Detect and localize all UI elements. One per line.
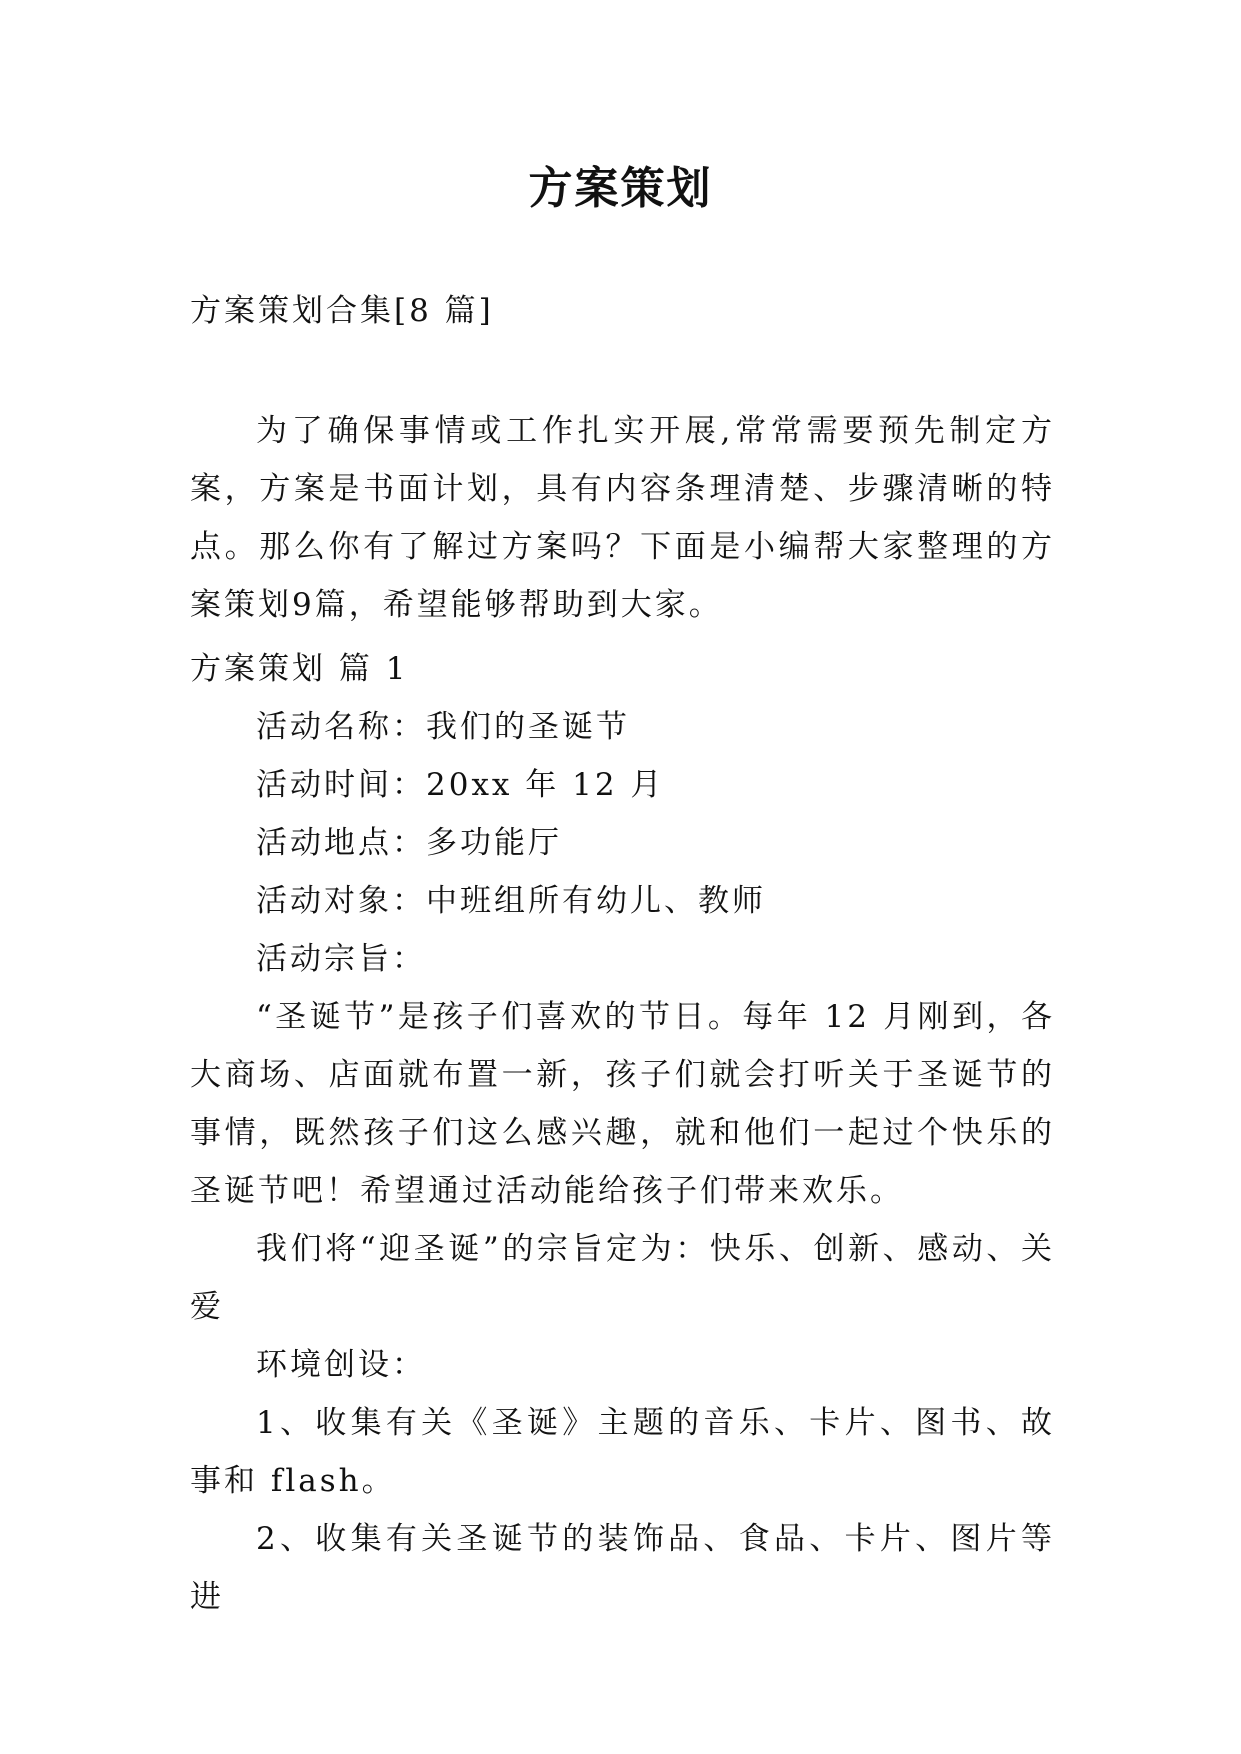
activity-name-line: 活动名称：我们的圣诞节	[256, 709, 630, 745]
environment-heading: 环境创设：	[256, 1347, 426, 1383]
document-body	[190, 290, 1055, 1626]
document-subtitle: 方案策划合集[8 篇]	[190, 293, 494, 329]
section-heading: 方案策划 篇 1	[190, 651, 409, 687]
document-title: 方案策划	[528, 163, 713, 214]
activity-time-line: 活动时间：20xx 年 12 月	[256, 767, 665, 803]
activity-purpose-label: 活动宗旨：	[256, 941, 426, 977]
purpose-paragraph: “圣诞节”是孩子们喜欢的节日。每年 12 月刚到，各大商场、店面就布置一新，孩子们就会打听关于圣诞节的事情，既然孩子们这么感兴趣，就和他们一起过个快乐的圣诞节吧！希望通过活动能给孩子们带来欢乐。	[190, 999, 1055, 1209]
activity-target-line: 活动对象：中班组所有幼儿、教师	[256, 883, 766, 919]
aim-paragraph: 我们将“迎圣诞”的宗旨定为：快乐、创新、感动、关爱	[190, 1231, 1055, 1325]
environment-item-2: 2、收集有关圣诞节的装饰品、食品、卡片、图片等进	[190, 1521, 1055, 1615]
intro-paragraph: 为了确保事情或工作扎实开展,常常需要预先制定方案，方案是书面计划，具有内容条理清楚、步骤清晰的特点。那么你有了解过方案吗？下面是小编帮大家整理的方案策划9篇，希望能够帮助到大家。	[190, 413, 1055, 623]
environment-item-1: 1、收集有关《圣诞》主题的音乐、卡片、图书、故事和 flash。	[190, 1405, 1055, 1499]
activity-place-line: 活动地点：多功能厅	[256, 825, 562, 861]
